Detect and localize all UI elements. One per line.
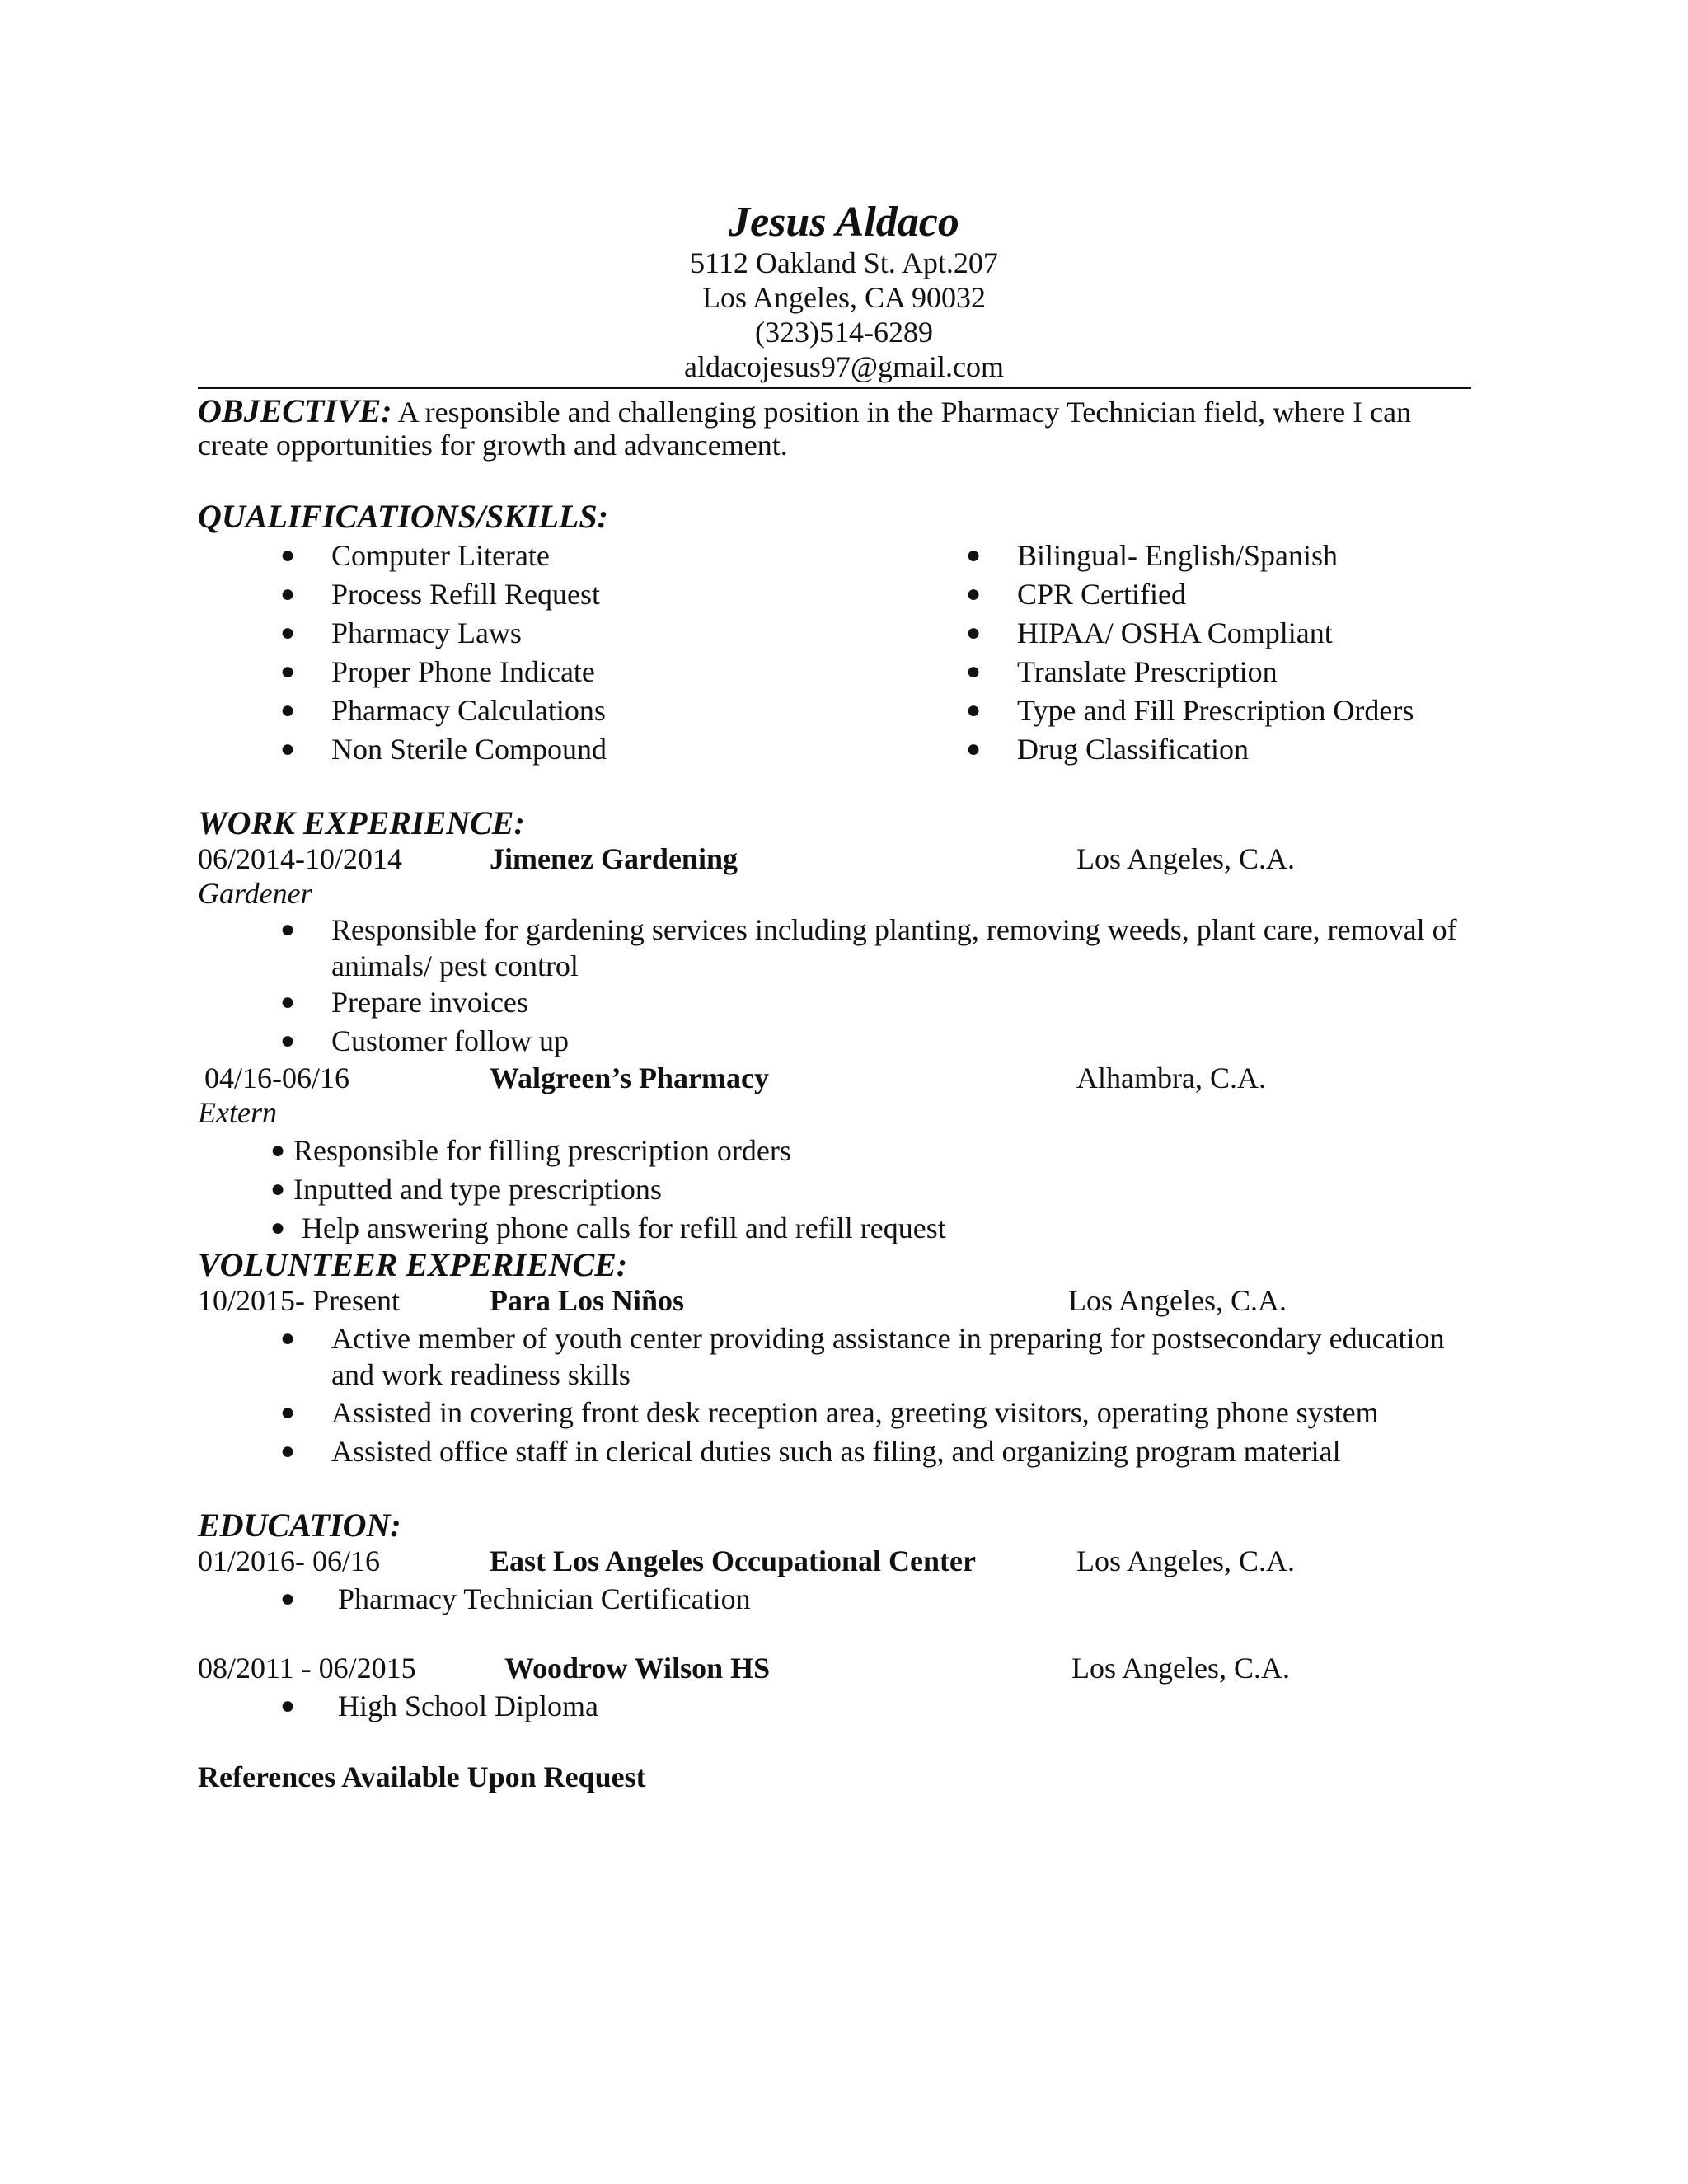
school1-credential: Pharmacy Technician Certification xyxy=(338,1582,751,1615)
job2-location: Alhambra, C.A. xyxy=(1076,1062,1266,1094)
header-divider xyxy=(198,387,1471,389)
bullet-icon: ● xyxy=(280,619,296,646)
address-line-1: 5112 Oakland St. Apt.207 xyxy=(690,246,998,279)
job2-title: Extern xyxy=(198,1096,277,1129)
volunteer-duty-2: Assisted in covering front desk reception area, greeting visitors, operating phone system xyxy=(331,1396,1379,1429)
volunteer-dates: 10/2015- Present xyxy=(198,1284,400,1317)
bullet-icon: ● xyxy=(280,658,296,685)
school2-name: Woodrow Wilson HS xyxy=(504,1652,771,1685)
volunteer-location: Los Angeles, C.A. xyxy=(1068,1284,1287,1317)
school1-name: East Los Angeles Occupational Center xyxy=(490,1544,976,1577)
bullet-icon: ● xyxy=(270,1175,286,1202)
skill-item: Pharmacy Laws xyxy=(331,616,522,649)
volunteer-duty-1-line-1: Active member of youth center providing assistance in preparing for postsecondary education xyxy=(331,1322,1445,1355)
bullet-icon: ● xyxy=(280,1324,296,1352)
skill-item: Computer Literate xyxy=(331,539,550,572)
bullet-icon: ● xyxy=(966,619,982,646)
bullet-icon: ● xyxy=(966,735,982,762)
bullet-icon: ● xyxy=(280,1399,296,1426)
objective-text-1: A responsible and challenging position in the Pharmacy Technician field, where I can xyxy=(397,396,1412,429)
skill-item: Bilingual- English/Spanish xyxy=(1017,539,1339,572)
address-line-2: Los Angeles, CA 90032 xyxy=(701,281,986,314)
bullet-icon: ● xyxy=(280,916,296,943)
job1-dates: 06/2014-10/2014 xyxy=(198,842,402,875)
bullet-icon: ● xyxy=(966,658,982,685)
skills-heading: QUALIFICATIONS/SKILLS: xyxy=(198,498,608,535)
bullet-icon: ● xyxy=(280,580,296,607)
job2-duty-3: Help answering phone calls for refill and refill request xyxy=(302,1212,946,1244)
applicant-name: Jesus Aldaco xyxy=(729,199,959,246)
job2-employer: Walgreen’s Pharmacy xyxy=(490,1062,769,1094)
bullet-icon: ● xyxy=(280,1585,296,1612)
bullet-icon: ● xyxy=(280,1437,296,1465)
bullet-icon: ● xyxy=(280,541,296,569)
bullet-icon: ● xyxy=(966,541,982,569)
objective-line-1 xyxy=(198,392,1411,430)
school2-location: Los Angeles, C.A. xyxy=(1071,1652,1290,1685)
bullet-icon: ● xyxy=(270,1137,286,1164)
skill-item: Pharmacy Calculations xyxy=(331,694,606,727)
job2-duty-1: Responsible for filling prescription orders xyxy=(293,1134,791,1167)
volunteer-heading: VOLUNTEER EXPERIENCE: xyxy=(198,1246,628,1283)
bullet-icon: ● xyxy=(280,696,296,724)
skill-item: Drug Classification xyxy=(1017,733,1249,766)
volunteer-duty-1-line-2: and work readiness skills xyxy=(331,1358,631,1391)
objective-label: OBJECTIVE: xyxy=(198,392,392,429)
school1-dates: 01/2016- 06/16 xyxy=(198,1544,380,1577)
volunteer-org: Para Los Niños xyxy=(490,1284,685,1317)
skill-item: CPR Certified xyxy=(1017,578,1186,611)
phone-number: (323)514-6289 xyxy=(755,316,933,349)
skill-item: Process Refill Request xyxy=(331,578,600,611)
job1-location: Los Angeles, C.A. xyxy=(1076,842,1295,875)
job1-duty-1-line-1: Responsible for gardening services including planting, removing weeds, plant care, removal of xyxy=(331,913,1457,946)
bullet-icon: ● xyxy=(280,988,296,1015)
skill-item: Type and Fill Prescription Orders xyxy=(1017,694,1414,727)
job2-dates: 04/16-06/16 xyxy=(204,1062,349,1094)
work-heading: WORK EXPERIENCE: xyxy=(198,804,525,841)
job1-duty-2: Prepare invoices xyxy=(331,986,528,1019)
school2-credential: High School Diploma xyxy=(338,1690,598,1722)
job2-duty-2: Inputted and type prescriptions xyxy=(293,1173,662,1206)
job1-duty-3: Customer follow up xyxy=(331,1024,569,1057)
bullet-icon: ● xyxy=(280,1027,296,1054)
bullet-icon: ● xyxy=(966,696,982,724)
job1-title: Gardener xyxy=(198,877,312,910)
bullet-icon: ● xyxy=(280,735,296,762)
objective-text-2: create opportunities for growth and advancement. xyxy=(198,429,788,462)
skill-item: Translate Prescription xyxy=(1017,655,1278,688)
skill-item: HIPAA/ OSHA Compliant xyxy=(1017,616,1333,649)
school2-dates: 08/2011 - 06/2015 xyxy=(198,1652,416,1685)
volunteer-duty-3: Assisted office staff in clerical duties such as filing, and organizing program material xyxy=(331,1435,1341,1468)
job1-employer: Jimenez Gardening xyxy=(490,842,738,875)
bullet-icon: ● xyxy=(280,1692,296,1719)
skill-item: Proper Phone Indicate xyxy=(331,655,595,688)
skill-item: Non Sterile Compound xyxy=(331,733,607,766)
education-heading: EDUCATION: xyxy=(198,1507,401,1544)
references-note: References Available Upon Request xyxy=(198,1760,646,1793)
bullet-icon: ● xyxy=(270,1214,286,1241)
email-address: aldacojesus97@gmail.com xyxy=(683,350,1005,383)
job1-duty-1-line-2: animals/ pest control xyxy=(331,949,579,982)
bullet-icon: ● xyxy=(966,580,982,607)
school1-location: Los Angeles, C.A. xyxy=(1076,1544,1295,1577)
